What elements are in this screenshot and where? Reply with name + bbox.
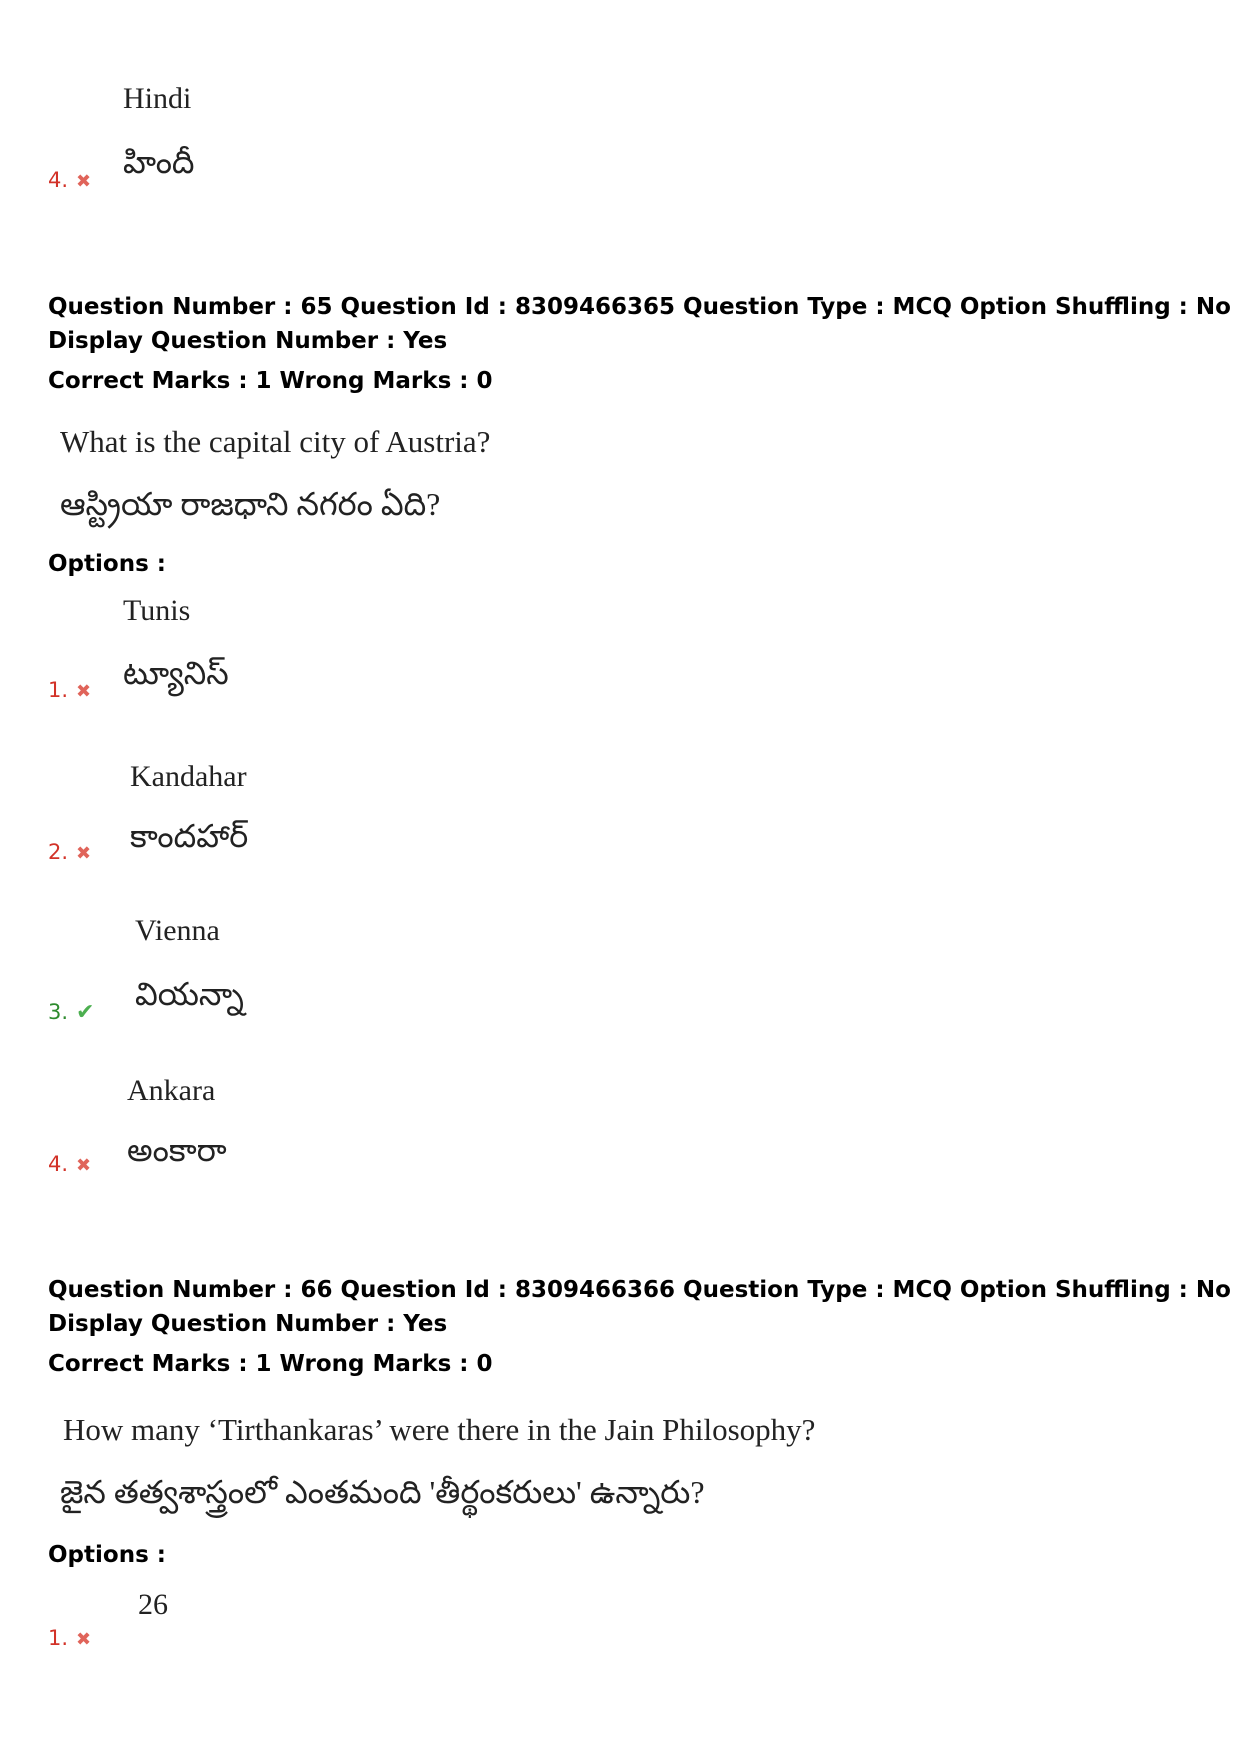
wrong-icon: ✖: [76, 843, 92, 864]
wrong-icon: ✖: [76, 681, 92, 702]
option-text-en: Kandahar: [130, 760, 247, 793]
question-text-en: How many ‘Tirthankaras’ were there in the Jain Philosophy?: [63, 1412, 816, 1447]
question-marks: Correct Marks : 1 Wrong Marks : 0: [48, 1351, 493, 1377]
check-icon: ✔: [76, 1000, 95, 1025]
question-meta-line1: Question Number : 66 Question Id : 8309466366 Question Type : MCQ Option Shuffling : No: [48, 1277, 1231, 1303]
option-text-en: Tunis: [123, 594, 191, 627]
option-number: [48, 1152, 91, 1176]
options-label: Options :: [48, 551, 166, 577]
question-meta-line1: Question Number : 65 Question Id : 8309466365 Question Type : MCQ Option Shuffling : No: [48, 294, 1231, 320]
option-text-te: ట్యూనిస్: [123, 655, 229, 691]
option-number-label: 4.: [48, 1152, 69, 1176]
question-text-te: ఆస్ట్రియా రాజధాని నగరం ఏది?: [60, 486, 441, 522]
option-text-en: 26: [138, 1588, 168, 1621]
option-number-label: 1.: [48, 678, 69, 702]
option-number-label: 3.: [48, 1000, 69, 1024]
question-meta-line2: Display Question Number : Yes: [48, 328, 448, 354]
option-text-en: Hindi: [123, 82, 192, 115]
question-marks: Correct Marks : 1 Wrong Marks : 0: [48, 368, 493, 394]
option-text-te: అంకారా: [127, 1132, 227, 1168]
option-number: [48, 168, 91, 192]
option-number-label: 4.: [48, 168, 69, 192]
options-label: Options :: [48, 1542, 166, 1568]
option-text-te: వియన్నా: [135, 976, 244, 1012]
option-text-en: Vienna: [135, 914, 220, 947]
option-text-te: కాందహార్: [130, 818, 249, 854]
wrong-icon: ✖: [76, 1155, 92, 1176]
option-number-label: 1.: [48, 1626, 69, 1650]
question-text-te: జైన తత్వశాస్త్రంలో ఎంతమంది 'తీర్థంకరులు' ఉన్నారు?: [60, 1474, 705, 1510]
question-text-en: What is the capital city of Austria?: [60, 424, 491, 459]
option-text-te: హిందీ: [123, 144, 195, 180]
option-number: [48, 840, 91, 864]
option-text-en: Ankara: [127, 1074, 216, 1107]
wrong-icon: ✖: [76, 171, 92, 192]
wrong-icon: ✖: [76, 1629, 92, 1650]
option-number-label: 2.: [48, 840, 69, 864]
option-number: [48, 678, 91, 702]
option-number: [48, 1000, 94, 1025]
option-number: [48, 1626, 91, 1650]
question-meta-line2: Display Question Number : Yes: [48, 1311, 448, 1337]
